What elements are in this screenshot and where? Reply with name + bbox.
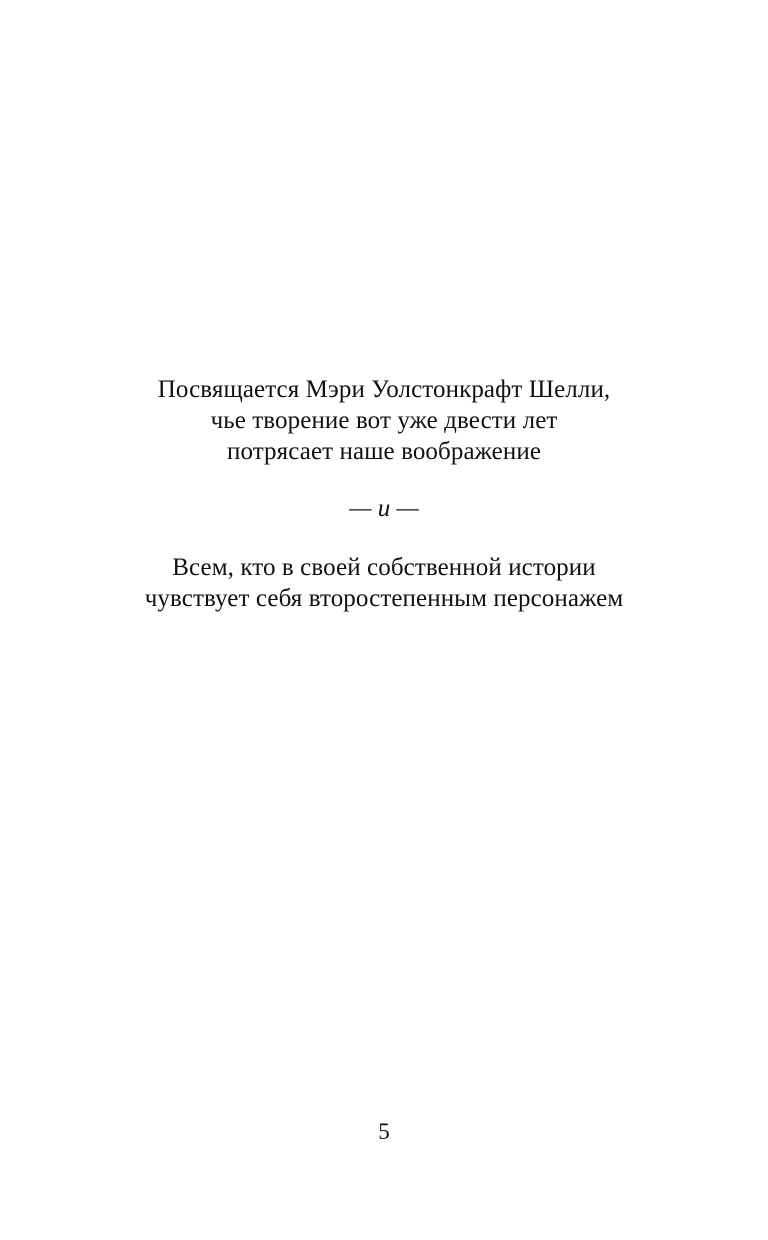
dedication-line: чье творение вот уже двести лет [210, 407, 558, 434]
dedication-line: Всем, кто в своей собственной истории [172, 554, 596, 581]
dedication-second-block [0, 552, 768, 614]
dedication-separator: — и — [349, 495, 419, 522]
dedication-line: Посвящается Мэри Уолстонкрафт Шелли, [157, 376, 611, 403]
dedication-line: потрясает наше воображение [226, 438, 542, 465]
dedication-first-block [0, 374, 768, 467]
page-number: 5 [378, 1119, 390, 1144]
dedication-line: чувствует себя второстепенным персонажем [144, 585, 624, 612]
